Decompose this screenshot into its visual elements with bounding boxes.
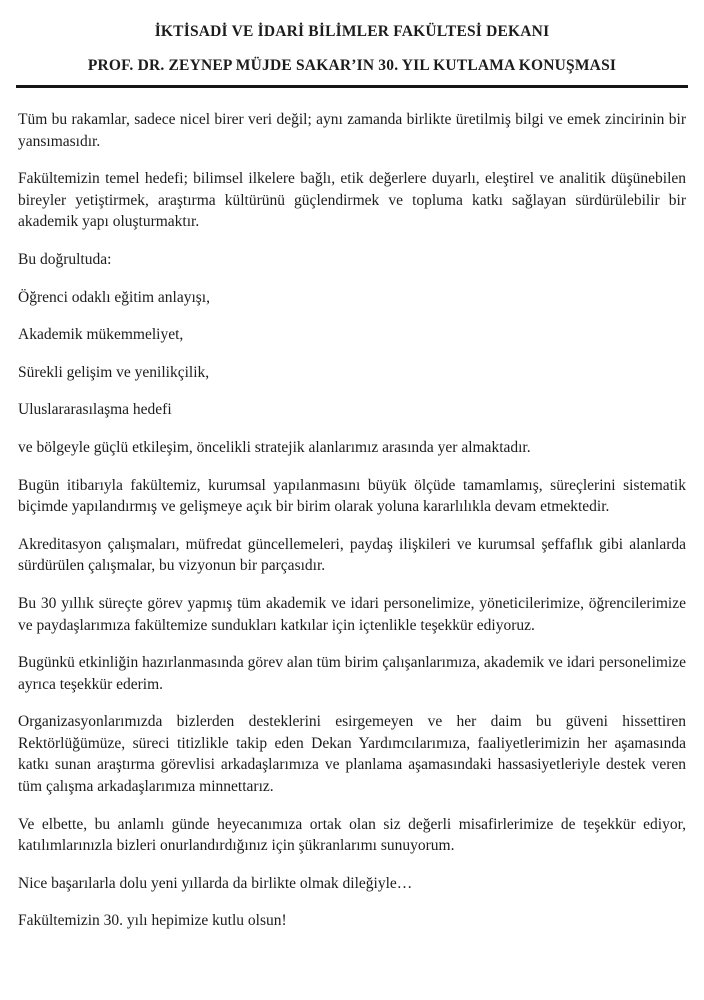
paragraph-14: Ve elbette, bu anlamlı günde heyecanımıza ortak olan siz değerli misafirlerimize de teşekkür ediyor, katılımlarınızla bizleri onurlandırdığınız için şükranlarımı sunuyorum.: [18, 815, 686, 855]
paragraph-2: Fakültemizin temel hedefi; bilimsel ilkelere bağlı, etik değerlere duyarlı, eleştirel ve analitik düşünebilen bireyler yetiştirmek, araştırma kültürünü güçlendirmek ve topluma katkı sağlayan sürdürülebilir bir akademik yapı oluşturmaktır.: [18, 170, 686, 231]
paragraph-6: Sürekli gelişim ve yenilikçilik,: [18, 363, 210, 381]
paragraph-7: Uluslararasılaşma hedefi: [18, 401, 172, 419]
header-title-line-1: İKTİSADİ VE İDARİ BİLİMLER FAKÜLTESİ DEKANI: [154, 23, 550, 40]
paragraph-13: Organizasyonlarımızda bizlerden desteklerini esirgemeyen ve her daim bu güveni hissettiren Rektörlüğümüze, süreci titizlikle takip eden Dekan Yardımcılarımıza, faaliyetlerimizin her aşamasında katkı sunan araştırma görevlisi arkadaşlarımıza ve planlama aşamasındaki hassasiyetleriyle destek veren tüm çalışma arkadaşlarımıza minnettarız.: [18, 713, 686, 796]
document-body: [18, 109, 686, 932]
paragraph-16: Fakültemizin 30. yılı hepimize kutlu olsun!: [18, 912, 287, 930]
paragraph-15: Nice başarılarla dolu yeni yıllarda da birlikte olmak dileğiyle…: [18, 874, 413, 892]
paragraph-9: Bugün itibarıyla fakültemiz, kurumsal yapılanmasını büyük ölçüde tamamlamış, süreçlerini sistematik biçimde yapılandırmış ve gelişmeye açık bir birim olarak yoluna kararlılıkla devam etmektedir.: [18, 476, 686, 516]
paragraph-1: Tüm bu rakamlar, sadece nicel birer veri değil; aynı zamanda birlikte üretilmiş bilgi ve emek zincirinin bir yansımasıdır.: [18, 111, 686, 150]
paragraph-8: ve bölgeyle güçlü etkileşim, öncelikli stratejik alanlarımız arasında yer almaktadır.: [18, 438, 531, 456]
document-header: [18, 22, 686, 76]
paragraph-4: Öğrenci odaklı eğitim anlayışı,: [18, 288, 210, 306]
paragraph-10: Akreditasyon çalışmaları, müfredat güncellemeleri, paydaş ilişkileri ve kurumsal şeffaflık gibi alanlarda sürdürülen çalışmalar, bu vizyonun bir parçasıdır.: [18, 535, 686, 575]
paragraph-11: Bu 30 yıllık süreçte görev yapmış tüm akademik ve idari personelimize, yöneticilerimize, öğrencilerimize ve paydaşlarımıza fakültemize sundukları katkılar için içtenlikle teşekkür ediyoruz.: [18, 594, 686, 634]
paragraph-12: Bugünkü etkinliğin hazırlanmasında görev alan tüm birim çalışanlarımıza, akademik ve idari personelimize ayrıca teşekkür ederim.: [18, 654, 686, 693]
header-title-line-2: PROF. DR. ZEYNEP MÜJDE SAKAR’IN 30. YIL KUTLAMA KONUŞMASI: [87, 57, 617, 74]
paragraph-3: Bu doğrultuda:: [18, 250, 112, 268]
paragraph-5: Akademik mükemmeliyet,: [18, 326, 184, 344]
header-divider-rule: [16, 85, 688, 88]
